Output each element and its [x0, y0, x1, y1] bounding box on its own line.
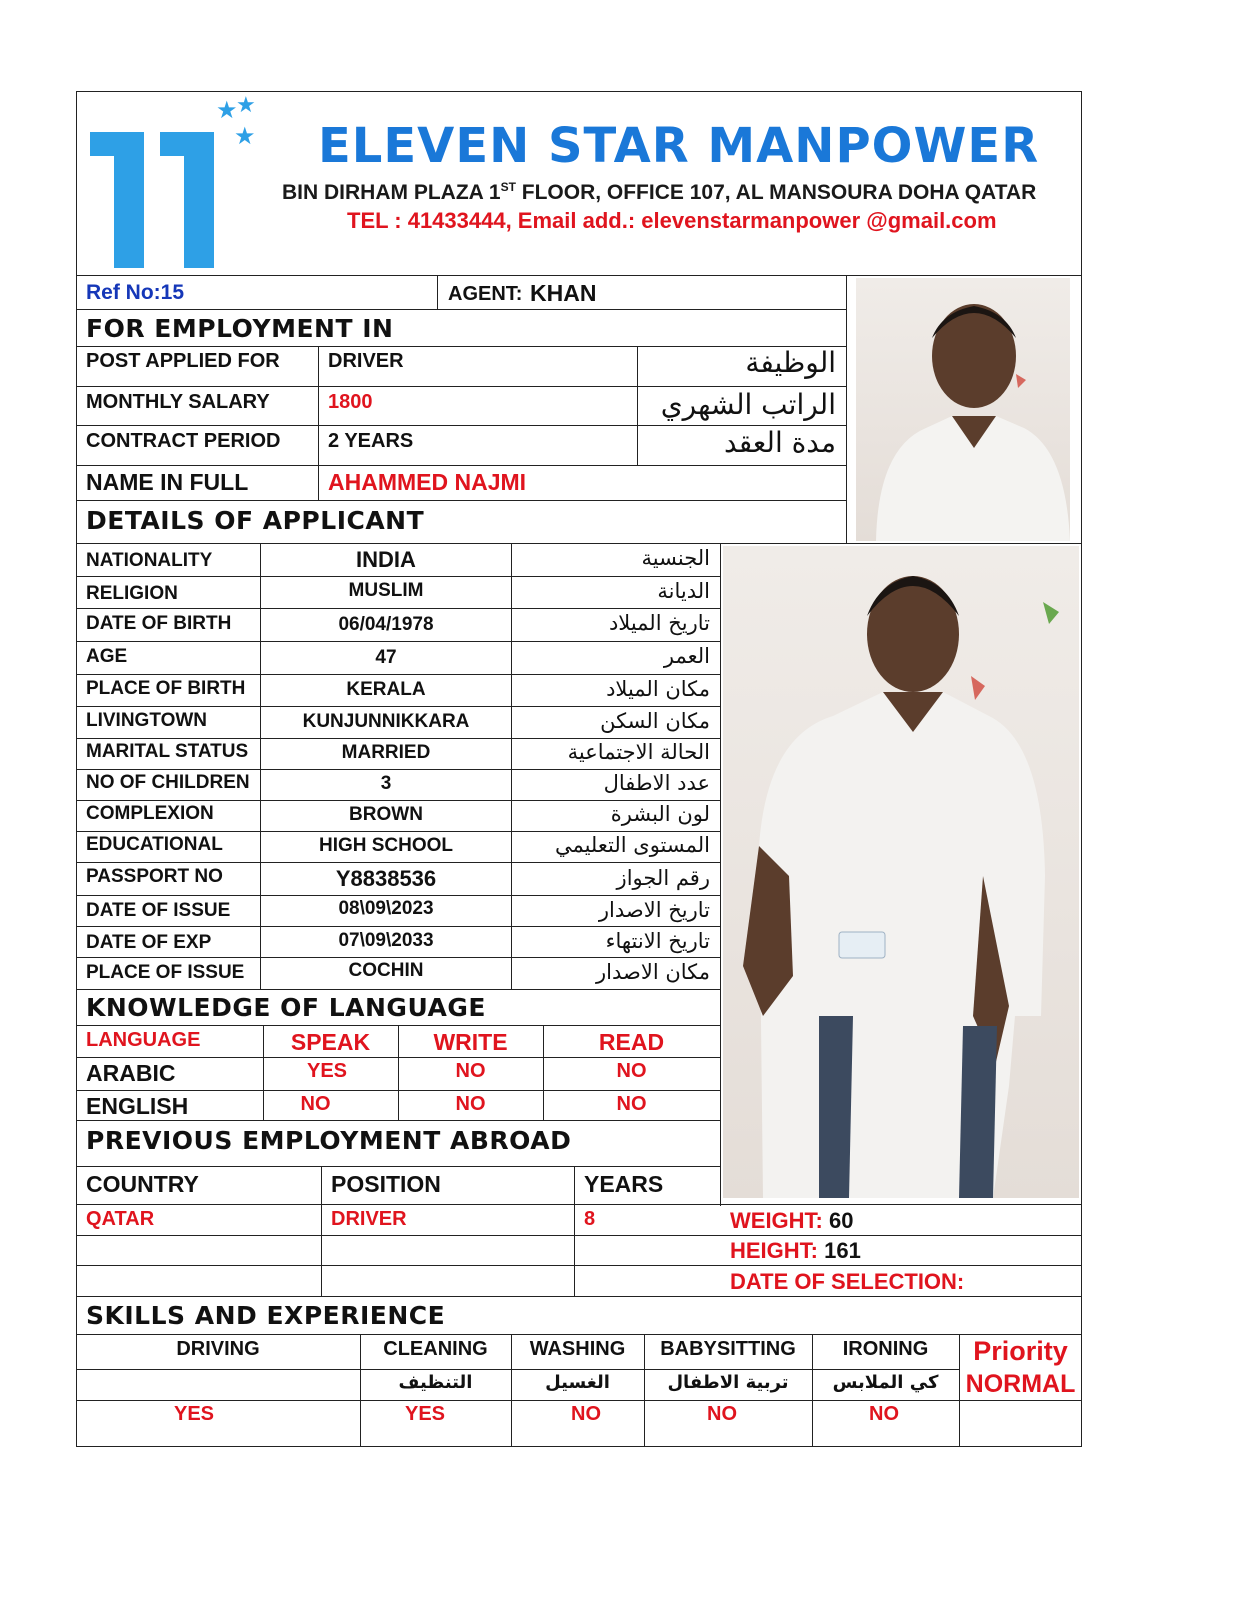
skill-cleaning-arabic: التنظيف	[398, 1372, 473, 1393]
date-of-exp-value: 07\09\2033	[338, 930, 434, 951]
livingtown-value: KUNJUNNIKKARA	[302, 711, 470, 732]
age-label: AGE	[86, 646, 128, 667]
previous-years-value: 8	[584, 1208, 596, 1230]
educational-value: HIGH SCHOOL	[318, 835, 454, 856]
address-sup: ST	[500, 180, 516, 194]
post-applied-value: DRIVER	[328, 350, 404, 372]
date-of-issue-arabic: تاريخ الاصدار	[598, 898, 710, 922]
language-arabic-speak: YES	[306, 1060, 348, 1082]
skill-driving-label: DRIVING	[176, 1338, 260, 1360]
skill-cleaning-label: CLEANING	[383, 1338, 488, 1360]
company-contact: TEL : 41433444, Email add.: elevenstarmanpower @gmail.com	[347, 208, 997, 233]
portrait-small-graphic	[856, 278, 1070, 541]
religion-label: RELIGION	[86, 583, 178, 604]
religion-arabic: الديانة	[657, 579, 710, 603]
dob-value: 06/04/1978	[338, 614, 434, 635]
place-of-issue-arabic: مكان الاصدار	[596, 960, 710, 984]
skills-section-title: SKILLS AND EXPERIENCE	[86, 1301, 446, 1330]
language-header-language: LANGUAGE	[86, 1029, 201, 1051]
svg-text:★: ★	[236, 93, 256, 118]
contract-period-label: CONTRACT PERIOD	[86, 430, 281, 452]
skill-cleaning-value: YES	[404, 1403, 446, 1425]
complexion-label: COMPLEXION	[86, 803, 214, 824]
date-of-issue-value: 08\09\2023	[338, 898, 434, 919]
company-address	[282, 180, 1036, 205]
nationality-arabic: الجنسية	[641, 546, 710, 570]
place-of-birth-arabic: مكان الميلاد	[606, 677, 710, 701]
date-of-issue-label: DATE OF ISSUE	[86, 900, 231, 921]
age-value: 47	[375, 647, 397, 668]
marital-status-value: MARRIED	[341, 742, 431, 763]
livingtown-label: LIVINGTOWN	[86, 710, 208, 731]
skill-ironing-label: IRONING	[842, 1338, 929, 1360]
applicant-photo-small	[856, 278, 1070, 541]
name-label: NAME IN FULL	[86, 469, 249, 495]
skill-babysitting-value: NO	[707, 1403, 737, 1425]
language-english-label: ENGLISH	[86, 1093, 189, 1119]
educational-arabic: المستوى التعليمي	[554, 833, 710, 857]
address-text-rest: FLOOR, OFFICE 107, AL MANSOURA DOHA QATAR	[515, 181, 1037, 204]
post-applied-arabic: الوظيفة	[745, 346, 836, 379]
language-english-read: NO	[616, 1093, 647, 1115]
children-arabic: عدد الاطفال	[603, 771, 710, 795]
previous-header-country: COUNTRY	[86, 1171, 199, 1197]
date-of-exp-label: DATE OF EXP	[86, 932, 212, 953]
dob-arabic: تاريخ الميلاد	[608, 611, 710, 635]
weight-field	[730, 1208, 854, 1234]
place-of-birth-value: KERALA	[346, 679, 426, 700]
previous-country-value: QATAR	[86, 1208, 155, 1230]
previous-employment-title: PREVIOUS EMPLOYMENT ABROAD	[86, 1126, 572, 1155]
skill-babysitting-label: BABYSITTING	[660, 1338, 796, 1360]
agent-value: KHAN	[530, 280, 597, 306]
skill-washing-value: NO	[571, 1403, 601, 1425]
educational-label: EDUCATIONAL	[86, 834, 223, 855]
priority-value: NORMAL	[965, 1370, 1076, 1398]
place-of-issue-label: PLACE OF ISSUE	[86, 962, 245, 983]
ref-number: Ref No:15	[86, 281, 185, 304]
skill-ironing-arabic: كي الملابس	[832, 1372, 939, 1393]
date-of-exp-arabic: تاريخ الانتهاء	[605, 929, 710, 953]
complexion-value: BROWN	[349, 804, 423, 825]
marital-status-label: MARITAL STATUS	[86, 741, 249, 762]
nationality-label: NATIONALITY	[86, 550, 213, 571]
monthly-salary-value: 1800	[328, 391, 373, 413]
address-text: BIN DIRHAM PLAZA 1	[282, 181, 501, 204]
priority-label: Priority	[973, 1336, 1068, 1366]
language-arabic-read: NO	[616, 1060, 647, 1082]
language-header-read: READ	[598, 1029, 665, 1055]
skill-babysitting-arabic: تربية الاطفال	[667, 1372, 789, 1393]
svg-text:★: ★	[216, 96, 238, 124]
applicant-photo-large	[723, 546, 1079, 1198]
religion-value: MUSLIM	[348, 580, 424, 601]
skill-washing-label: WASHING	[529, 1338, 626, 1360]
details-section-title: DETAILS OF APPLICANT	[86, 506, 425, 535]
height-value: 161	[824, 1238, 861, 1263]
language-header-write: WRITE	[433, 1029, 508, 1055]
complexion-arabic: لون البشرة	[610, 802, 710, 826]
height-field	[730, 1238, 861, 1264]
age-arabic: العمر	[663, 644, 710, 668]
company-name: ELEVEN STAR MANPOWER	[318, 118, 1040, 174]
logo-graphic	[84, 92, 264, 272]
weight-label: WEIGHT:	[730, 1208, 823, 1233]
contract-period-value: 2 YEARS	[328, 430, 414, 452]
livingtown-arabic: مكان السكن	[600, 709, 710, 733]
dob-label: DATE OF BIRTH	[86, 613, 232, 634]
company-logo	[84, 92, 264, 272]
language-section-title: KNOWLEDGE OF LANGUAGE	[86, 993, 486, 1022]
monthly-salary-label: MONTHLY SALARY	[86, 391, 270, 413]
weight-value: 60	[829, 1208, 854, 1233]
passport-value: Y8838536	[335, 866, 437, 891]
employment-section-title: FOR EMPLOYMENT IN	[86, 314, 394, 343]
previous-header-position: POSITION	[331, 1171, 441, 1197]
nationality-value: INDIA	[356, 547, 416, 572]
passport-label: PASSPORT NO	[86, 866, 223, 887]
place-of-birth-label: PLACE OF BIRTH	[86, 678, 246, 699]
language-arabic-label: ARABIC	[86, 1060, 176, 1086]
contract-period-arabic: مدة العقد	[724, 426, 836, 459]
post-applied-label: POST APPLIED FOR	[86, 350, 280, 372]
marital-status-arabic: الحالة الاجتماعية	[567, 740, 710, 764]
language-english-write: NO	[455, 1093, 486, 1115]
monthly-salary-arabic: الراتب الشهري	[660, 388, 836, 421]
height-label: HEIGHT:	[730, 1238, 818, 1263]
date-of-selection-label: DATE OF SELECTION:	[730, 1269, 965, 1294]
portrait-large-graphic	[723, 546, 1079, 1198]
language-header-speak: SPEAK	[290, 1029, 371, 1055]
passport-arabic: رقم الجواز	[616, 866, 710, 890]
name-value: AHAMMED NAJMI	[328, 469, 527, 495]
place-of-issue-value: COCHIN	[348, 960, 424, 981]
children-label: NO OF CHILDREN	[86, 772, 250, 793]
svg-text:★: ★	[234, 122, 256, 150]
previous-header-years: YEARS	[584, 1171, 664, 1197]
language-english-speak: NO	[300, 1093, 331, 1115]
skill-driving-value: YES	[173, 1403, 215, 1425]
agent-label: AGENT:	[448, 283, 523, 305]
language-arabic-write: NO	[455, 1060, 486, 1082]
children-value: 3	[380, 773, 392, 794]
previous-position-value: DRIVER	[331, 1208, 407, 1230]
skill-ironing-value: NO	[869, 1403, 899, 1425]
skill-washing-arabic: الغسيل	[545, 1372, 610, 1393]
